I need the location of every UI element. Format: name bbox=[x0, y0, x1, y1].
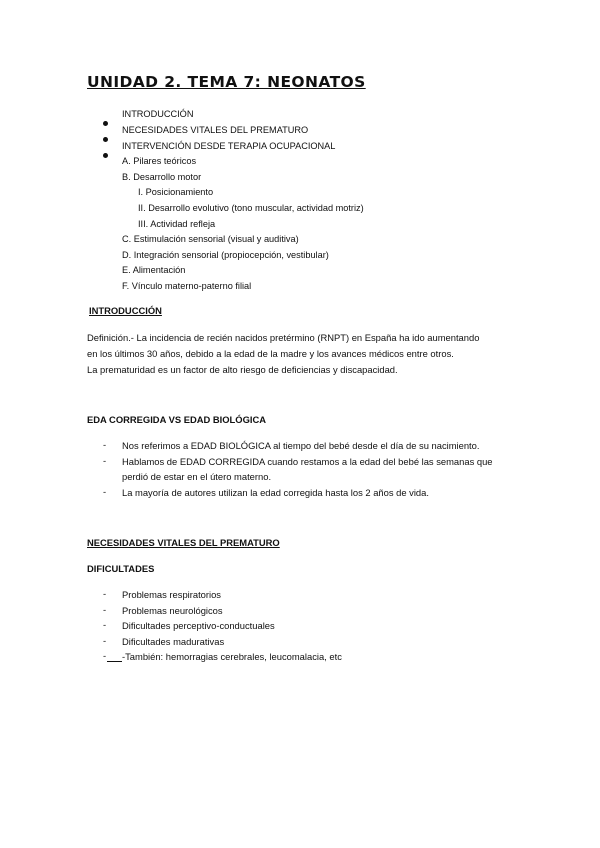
dash-marker: - bbox=[103, 439, 107, 450]
paragraph-line: en los últimos 30 años, debido a la edad de la madre y los avances médicos entre otros. bbox=[87, 348, 454, 359]
outline-subitem: III. Actividad refleja bbox=[138, 219, 216, 229]
outline-subitem: B. Desarrollo motor bbox=[122, 172, 202, 182]
list-item: Problemas respiratorios bbox=[122, 589, 221, 600]
list-item-continuation: perdió de estar en el útero materno. bbox=[122, 471, 272, 482]
outline-subitem: C. Estimulación sensorial (visual y auditiva) bbox=[122, 234, 299, 244]
outline-item: NECESIDADES VITALES DEL PREMATURO bbox=[122, 125, 309, 135]
dash-marker: - bbox=[103, 455, 107, 466]
list-item: Dificultades perceptivo-conductuales bbox=[122, 620, 275, 631]
list-item: -También: hemorragias cerebrales, leucomalacia, etc bbox=[122, 651, 342, 662]
dash-marker: - bbox=[103, 486, 107, 497]
page-title: UNIDAD 2. TEMA 7: NEONATOS bbox=[87, 73, 366, 91]
outline-subitem: II. Desarrollo evolutivo (tono muscular, actividad motriz) bbox=[138, 203, 364, 213]
paragraph-line: Definición.- La incidencia de recién nacidos pretérmino (RNPT) en España ha ido aumentando bbox=[87, 332, 480, 343]
section-heading-edad: EDA CORREGIDA VS EDAD BIOLÓGICA bbox=[87, 414, 267, 425]
outline-item: INTRODUCCIÓN bbox=[122, 109, 194, 119]
list-item: Dificultades madurativas bbox=[122, 636, 225, 647]
list-item: Hablamos de EDAD CORREGIDA cuando restamos a la edad del bebé las semanas que bbox=[122, 456, 493, 467]
dash-marker: - bbox=[103, 588, 107, 599]
outline-subitem: F. Vínculo materno-paterno filial bbox=[122, 281, 252, 291]
subheading-dificultades: DIFICULTADES bbox=[87, 563, 155, 574]
outline-subitem: E. Alimentación bbox=[122, 265, 186, 275]
section-heading-introduccion: INTRODUCCIÓN bbox=[89, 305, 162, 316]
bullet-icon bbox=[103, 145, 108, 163]
list-item: La mayoría de autores utilizan la edad corregida hasta los 2 años de vida. bbox=[122, 487, 429, 498]
section-heading-necesidades: NECESIDADES VITALES DEL PREMATURO bbox=[87, 537, 280, 548]
paragraph-line: La prematuridad es un factor de alto riesgo de deficiencias y discapacidad. bbox=[87, 364, 398, 375]
dash-marker: - bbox=[103, 650, 107, 661]
list-item: Problemas neurológicos bbox=[122, 605, 223, 616]
outline-subitem: A. Pilares teóricos bbox=[122, 156, 197, 166]
outline-subitem: I. Posicionamiento bbox=[138, 187, 214, 197]
outline-item: INTERVENCIÓN DESDE TERAPIA OCUPACIONAL bbox=[122, 141, 336, 151]
dash-marker: - bbox=[103, 635, 107, 646]
outline-subitem: D. Integración sensorial (propiocepción, vestibular) bbox=[122, 250, 329, 260]
dash-marker: - bbox=[103, 619, 107, 630]
dash-marker: - bbox=[103, 604, 107, 615]
underline-mark bbox=[107, 661, 122, 662]
list-item: Nos referimos a EDAD BIOLÓGICA al tiempo del bebé desde el día de su nacimiento. bbox=[122, 440, 480, 451]
